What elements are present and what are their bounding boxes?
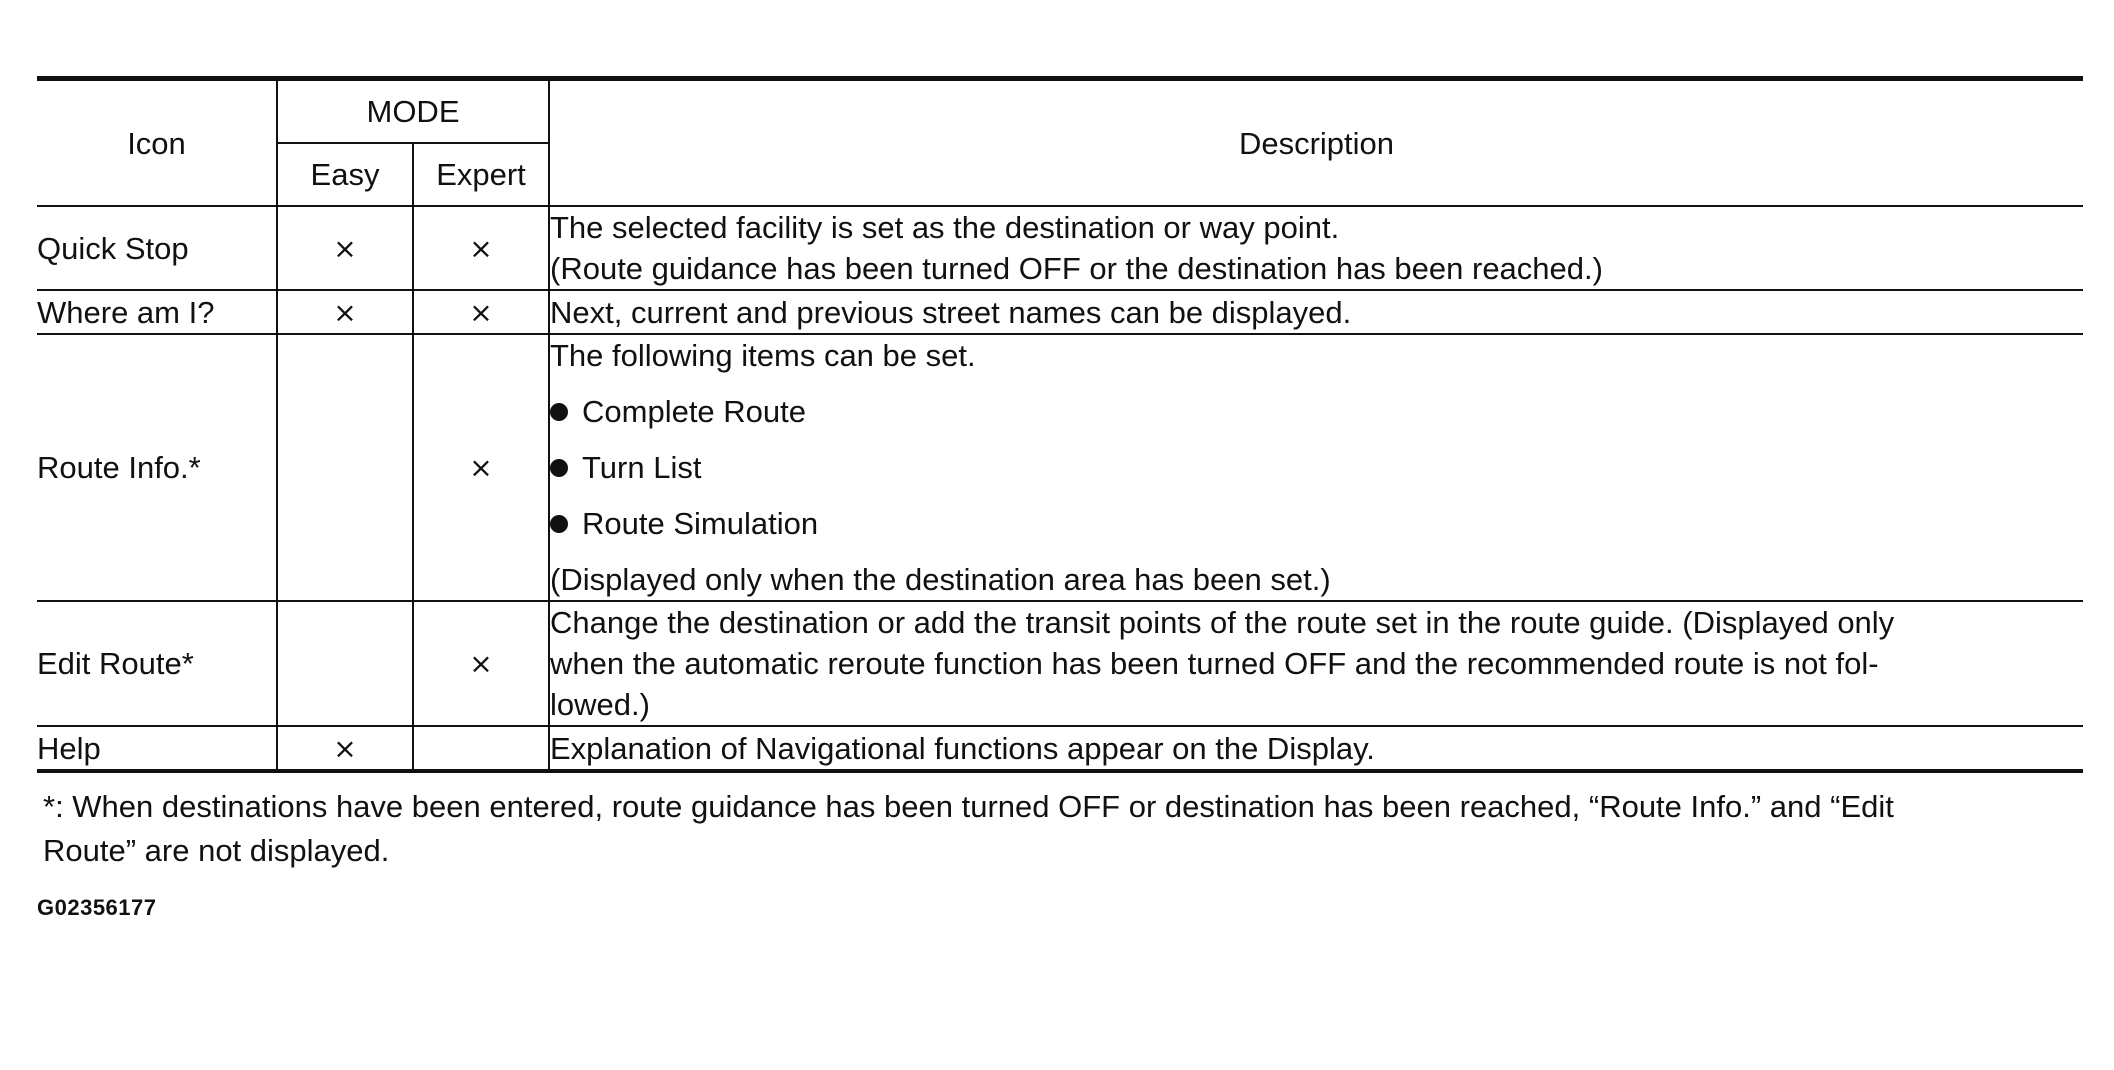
easy-mark: × (277, 726, 413, 771)
expert-mark: × (413, 601, 549, 726)
description-intro: The following items can be set. (550, 338, 976, 373)
footnote-line: Route” are not displayed. (43, 833, 390, 868)
bullet-text: Route Simulation (582, 506, 819, 541)
description-line: (Route guidance has been turned OFF or the destination has been reached.) (550, 251, 1603, 286)
table-row-route-info (37, 334, 2083, 601)
description-line: The selected facility is set as the destination or way point. (550, 210, 1340, 245)
row-name: Route Info.* (37, 334, 277, 601)
description-outro: (Displayed only when the destination area has been set.) (550, 562, 1331, 597)
easy-mark (277, 334, 413, 601)
easy-mark: × (277, 206, 413, 290)
header-mode: MODE (277, 79, 549, 144)
row-name: Where am I? (37, 290, 277, 334)
expert-mark: × (413, 334, 549, 601)
table-row-edit-route (37, 601, 2083, 726)
expert-mark (413, 726, 549, 771)
expert-mark: × (413, 206, 549, 290)
navigation-icon-table (37, 76, 2083, 773)
footnote (37, 785, 2083, 873)
description-line: when the automatic reroute function has been turned OFF and the recommended route is not fol- (550, 646, 1879, 681)
easy-mark: × (277, 290, 413, 334)
row-name: Help (37, 726, 277, 771)
row-description (549, 334, 2083, 601)
description-line: Change the destination or add the transit points of the route set in the route guide. (Displayed only (550, 605, 1895, 640)
footnote-line: *: When destinations have been entered, route guidance has been turned OFF or destination has been reached, “Route Info.” and “Edit (43, 789, 1894, 824)
description-line: Explanation of Navigational functions appear on the Display. (550, 730, 1375, 766)
header-easy: Easy (277, 143, 413, 206)
figure-id: G02356177 (37, 895, 157, 920)
easy-mark (277, 601, 413, 726)
table-row-help (37, 726, 2083, 771)
row-name: Edit Route* (37, 601, 277, 726)
row-description (549, 290, 2083, 334)
table-row-where-am-i (37, 290, 2083, 334)
header-expert: Expert (413, 143, 549, 206)
row-description (549, 601, 2083, 726)
description-line: Next, current and previous street names can be displayed. (550, 294, 1352, 330)
bullet-dot-icon (550, 403, 568, 421)
bullet-item (550, 391, 2083, 432)
bullet-dot-icon (550, 515, 568, 533)
table-row-quick-stop (37, 206, 2083, 290)
bullet-item (550, 503, 2083, 544)
row-description (549, 726, 2083, 771)
bullet-item (550, 447, 2083, 488)
header-icon: Icon (37, 79, 277, 207)
bullet-text: Turn List (582, 450, 702, 485)
header-description: Description (549, 79, 2083, 207)
document (37, 76, 2083, 921)
description-line: lowed.) (550, 687, 650, 722)
bullet-text: Complete Route (582, 394, 807, 429)
expert-mark: × (413, 290, 549, 334)
row-description (549, 206, 2083, 290)
bullet-dot-icon (550, 459, 568, 477)
row-name: Quick Stop (37, 206, 277, 290)
